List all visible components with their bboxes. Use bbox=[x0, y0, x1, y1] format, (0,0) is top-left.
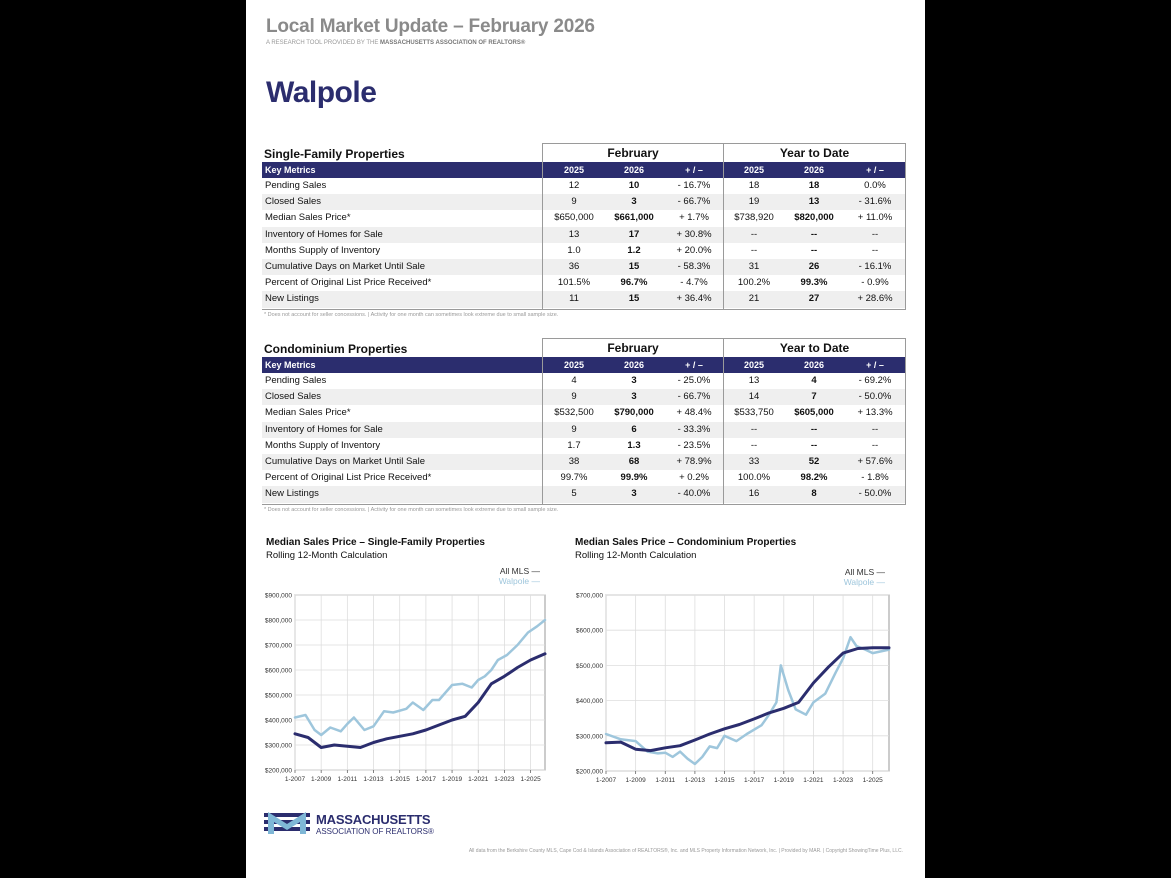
legend-label: All MLS bbox=[499, 566, 530, 576]
metric-value: $532,500 bbox=[554, 407, 594, 419]
group-header-ytd: Year to Date bbox=[723, 143, 906, 162]
table-row bbox=[262, 438, 906, 454]
y-tick-label: $600,000 bbox=[264, 667, 292, 675]
x-tick-label: 1-2009 bbox=[625, 777, 646, 784]
metric-value: -- bbox=[750, 228, 758, 240]
chart-legend-condo bbox=[785, 567, 885, 587]
logo-association: ASSOCIATION OF REALTORS® bbox=[316, 827, 434, 836]
x-tick-label: 1-2023 bbox=[832, 777, 854, 784]
metric-label: Cumulative Days on Market Until Sale bbox=[265, 455, 425, 467]
metric-value: -- bbox=[810, 423, 818, 435]
legend-entry-all-mls: All MLS — bbox=[844, 567, 885, 577]
table-row bbox=[262, 243, 906, 259]
y-tick-label: $800,000 bbox=[264, 617, 292, 625]
metric-label: Pending Sales bbox=[265, 180, 327, 191]
metric-value: - 33.3% bbox=[677, 423, 711, 435]
metric-value: 21 bbox=[748, 293, 760, 305]
metric-value: + 20.0% bbox=[676, 244, 712, 256]
y-tick-label: $300,000 bbox=[264, 742, 292, 750]
column-header: + / – bbox=[685, 360, 703, 370]
metric-value: 13 bbox=[568, 228, 580, 240]
column-divider bbox=[723, 338, 724, 505]
column-header: 2025 bbox=[563, 165, 585, 175]
metric-label: Cumulative Days on Market Until Sale bbox=[265, 260, 425, 272]
metric-value: - 0.9% bbox=[861, 277, 889, 289]
metric-value: + 78.9% bbox=[676, 455, 712, 467]
logo-name: MASSACHUSETTS bbox=[316, 812, 431, 827]
metric-value: 3 bbox=[631, 391, 637, 403]
metric-label: Closed Sales bbox=[265, 391, 321, 403]
x-tick-label: 1-2015 bbox=[389, 776, 410, 783]
table-caption: Condominium Properties bbox=[264, 342, 408, 356]
metric-value: 1.2 bbox=[627, 244, 641, 256]
y-tick-label: $400,000 bbox=[264, 717, 292, 725]
metric-value: + 30.8% bbox=[676, 228, 712, 240]
chart-single-family bbox=[246, 586, 556, 791]
metric-value: 16 bbox=[748, 488, 760, 500]
x-tick-label: 1-2007 bbox=[595, 777, 617, 784]
chart-legend-single-family bbox=[436, 566, 540, 586]
group-header-month: February bbox=[542, 338, 724, 357]
metric-value: 14 bbox=[748, 391, 760, 403]
metric-value: -- bbox=[871, 244, 879, 256]
table-row bbox=[262, 210, 906, 226]
metric-value: 99.3% bbox=[800, 277, 828, 289]
x-tick-label: 1-2007 bbox=[284, 776, 306, 783]
metric-value: - 58.3% bbox=[677, 260, 711, 272]
metric-value: 18 bbox=[808, 180, 820, 191]
y-tick-label: $900,000 bbox=[264, 592, 292, 600]
metric-value: - 69.2% bbox=[858, 375, 892, 386]
metric-value: 9 bbox=[571, 423, 577, 435]
metric-label: Closed Sales bbox=[265, 196, 321, 208]
metric-value: + 0.2% bbox=[679, 472, 709, 484]
metric-value: + 48.4% bbox=[676, 407, 712, 419]
metric-value: 26 bbox=[808, 260, 820, 272]
y-tick-label: $200,000 bbox=[575, 768, 603, 776]
metric-value: 96.7% bbox=[620, 277, 648, 289]
metric-value: 12 bbox=[568, 180, 580, 191]
column-divider bbox=[542, 338, 543, 505]
metric-value: 7 bbox=[811, 391, 817, 403]
metric-value: - 25.0% bbox=[677, 375, 711, 386]
report-title: Local Market Update – February 2026 bbox=[266, 16, 595, 37]
table-row bbox=[262, 486, 906, 502]
x-tick-label: 1-2013 bbox=[684, 777, 706, 784]
x-tick-label: 1-2021 bbox=[803, 777, 824, 784]
table-row bbox=[262, 227, 906, 243]
table-row bbox=[262, 275, 906, 291]
table-row bbox=[262, 389, 906, 405]
table-caption: Single-Family Properties bbox=[264, 147, 405, 161]
metric-value: 6 bbox=[631, 423, 637, 435]
table-row bbox=[262, 178, 906, 194]
table-body bbox=[262, 178, 906, 308]
x-tick-label: 1-2021 bbox=[468, 776, 489, 783]
metric-value: + 57.6% bbox=[857, 455, 893, 467]
metric-value: - 50.0% bbox=[858, 488, 892, 500]
metric-label: Months Supply of Inventory bbox=[265, 244, 381, 256]
x-tick-label: 1-2025 bbox=[862, 777, 883, 784]
metric-value: - 16.1% bbox=[858, 260, 892, 272]
column-header: 2026 bbox=[803, 360, 825, 370]
metric-value: 15 bbox=[628, 293, 640, 305]
metric-label: Percent of Original List Price Received* bbox=[265, 277, 432, 289]
table-body bbox=[262, 373, 906, 503]
x-tick-label: 1-2009 bbox=[311, 776, 332, 783]
metric-value: 19 bbox=[748, 196, 760, 208]
data-disclaimer: All data from the Berkshire County MLS, Cape Cod & Islands Association of REALTORS®, Inc. and MLS Property Information Network, Inc. | Provided by MAR. | Copyright ShowingTime Plus, LLC. bbox=[468, 848, 903, 854]
x-tick-label: 1-2011 bbox=[655, 777, 676, 784]
x-tick-label: 1-2019 bbox=[441, 776, 463, 783]
x-tick-label: 1-2017 bbox=[744, 777, 765, 784]
metric-value: 18 bbox=[748, 180, 760, 191]
metric-value: + 1.7% bbox=[679, 212, 709, 224]
metric-value: -- bbox=[810, 228, 818, 240]
x-tick-label: 1-2017 bbox=[415, 776, 437, 783]
metric-value: -- bbox=[871, 423, 879, 435]
legend-entry-walpole: Walpole — bbox=[843, 577, 885, 587]
metric-label: Inventory of Homes for Sale bbox=[265, 228, 383, 240]
x-tick-label: 1-2013 bbox=[363, 776, 384, 783]
column-header-row bbox=[262, 162, 906, 178]
legend-label: All MLS bbox=[844, 567, 875, 577]
metric-value: 9 bbox=[571, 196, 577, 208]
group-header-ytd: Year to Date bbox=[723, 338, 906, 357]
metric-value: -- bbox=[871, 439, 879, 451]
table-footnote: * Does not account for seller concessions. | Activity for one month can sometimes look extreme due to small sample size. bbox=[264, 312, 559, 318]
metric-value: - 16.7% bbox=[677, 180, 711, 191]
y-tick-label: $700,000 bbox=[264, 642, 292, 650]
column-divider bbox=[905, 338, 906, 505]
metric-value: 9 bbox=[571, 391, 577, 403]
metric-value: - 50.0% bbox=[858, 391, 892, 403]
column-header: + / – bbox=[866, 165, 884, 175]
chart-subtitle-single-family: Rolling 12-Month Calculation bbox=[266, 550, 388, 561]
table-row bbox=[262, 194, 906, 210]
metric-value: $605,000 bbox=[794, 407, 834, 419]
plot-area bbox=[295, 595, 545, 770]
legend-entry-walpole: Walpole — bbox=[498, 576, 540, 586]
metric-value: 15 bbox=[628, 260, 640, 272]
metric-value: -- bbox=[810, 439, 818, 451]
metric-value: 99.9% bbox=[620, 472, 648, 484]
metric-value: 3 bbox=[631, 375, 637, 386]
metric-value: - 66.7% bbox=[677, 391, 711, 403]
metric-value: $661,000 bbox=[614, 212, 654, 224]
town-name: Walpole bbox=[266, 76, 377, 109]
subtitle-org: MASSACHUSETTS ASSOCIATION OF REALTORS® bbox=[380, 40, 526, 46]
column-header: + / – bbox=[685, 165, 703, 175]
metric-value: + 36.4% bbox=[676, 293, 712, 305]
metric-value: 38 bbox=[568, 455, 580, 467]
metric-value: 100.0% bbox=[737, 472, 771, 484]
column-header-key-metrics: Key Metrics bbox=[265, 360, 316, 370]
metric-label: Inventory of Homes for Sale bbox=[265, 423, 383, 435]
column-header-key-metrics: Key Metrics bbox=[265, 165, 316, 175]
table-bottom-rule bbox=[262, 309, 906, 310]
table-row bbox=[262, 373, 906, 389]
metric-label: New Listings bbox=[265, 488, 319, 500]
metric-value: $650,000 bbox=[554, 212, 594, 224]
mar-logo bbox=[264, 810, 434, 841]
x-tick-label: 1-2015 bbox=[714, 777, 735, 784]
metric-value: 4 bbox=[571, 375, 577, 386]
condo-table bbox=[262, 338, 906, 518]
table-row bbox=[262, 291, 906, 307]
column-header-row bbox=[262, 357, 906, 373]
metric-value: $820,000 bbox=[794, 212, 834, 224]
table-footnote: * Does not account for seller concessions. | Activity for one month can sometimes look extreme due to small sample size. bbox=[264, 507, 559, 513]
metric-value: - 1.8% bbox=[861, 472, 889, 484]
y-tick-label: $500,000 bbox=[264, 692, 292, 700]
metric-value: -- bbox=[810, 244, 818, 256]
metric-value: 99.7% bbox=[560, 472, 588, 484]
chart-title-condo: Median Sales Price – Condominium Properties bbox=[575, 537, 797, 548]
metric-value: 10 bbox=[628, 180, 640, 191]
metric-value: + 11.0% bbox=[857, 212, 893, 224]
legend-entry-all-mls: All MLS — bbox=[499, 566, 540, 576]
metric-value: 68 bbox=[628, 455, 640, 467]
table-bottom-rule bbox=[262, 504, 906, 505]
column-header: 2025 bbox=[563, 360, 585, 370]
metric-label: Median Sales Price* bbox=[265, 212, 351, 224]
y-tick-label: $300,000 bbox=[575, 733, 603, 741]
metric-value: 33 bbox=[748, 455, 760, 467]
y-tick-label: $200,000 bbox=[264, 767, 292, 775]
metric-value: + 13.3% bbox=[857, 407, 893, 419]
metric-value: 36 bbox=[568, 260, 580, 272]
metric-label: Percent of Original List Price Received* bbox=[265, 472, 432, 484]
chart-subtitle-condo: Rolling 12-Month Calculation bbox=[575, 550, 697, 561]
chart-title-single-family: Median Sales Price – Single-Family Properties bbox=[266, 537, 485, 548]
column-header: 2025 bbox=[743, 360, 765, 370]
metric-value: $790,000 bbox=[614, 407, 654, 419]
metric-value: 4 bbox=[811, 375, 817, 386]
table-row bbox=[262, 470, 906, 486]
metric-value: - 23.5% bbox=[677, 439, 711, 451]
x-tick-label: 1-2019 bbox=[773, 777, 794, 784]
table-row bbox=[262, 405, 906, 421]
column-header: 2026 bbox=[803, 165, 825, 175]
legend-label: Walpole bbox=[843, 577, 875, 587]
table-row bbox=[262, 454, 906, 470]
metric-value: 98.2% bbox=[800, 472, 828, 484]
column-divider bbox=[542, 143, 543, 310]
legend-label: Walpole bbox=[498, 576, 530, 586]
report-page bbox=[246, 0, 925, 878]
metric-value: $533,750 bbox=[734, 407, 774, 419]
column-header: + / – bbox=[866, 360, 884, 370]
metric-value: 1.0 bbox=[567, 244, 581, 256]
metric-value: 13 bbox=[748, 375, 760, 386]
metric-value: 1.3 bbox=[627, 439, 641, 451]
metric-value: $738,920 bbox=[734, 212, 774, 224]
subtitle-prefix: A RESEARCH TOOL PROVIDED BY THE bbox=[266, 40, 379, 46]
column-header: 2026 bbox=[623, 165, 645, 175]
table-row bbox=[262, 422, 906, 438]
y-tick-label: $500,000 bbox=[575, 662, 603, 670]
metric-value: 31 bbox=[748, 260, 760, 272]
single-family-table bbox=[262, 143, 906, 323]
metric-label: Months Supply of Inventory bbox=[265, 439, 381, 451]
metric-value: + 28.6% bbox=[857, 293, 893, 305]
metric-value: 0.0% bbox=[864, 180, 886, 191]
column-divider bbox=[723, 143, 724, 310]
y-tick-label: $400,000 bbox=[575, 698, 603, 706]
metric-value: 3 bbox=[631, 196, 637, 208]
metric-value: 100.2% bbox=[737, 277, 771, 289]
mar-logo-mark-icon bbox=[264, 810, 310, 836]
metric-value: -- bbox=[871, 228, 879, 240]
y-tick-label: $600,000 bbox=[575, 627, 603, 635]
metric-label: Median Sales Price* bbox=[265, 407, 351, 419]
metric-value: 11 bbox=[569, 293, 579, 305]
metric-value: -- bbox=[750, 244, 758, 256]
x-tick-label: 1-2023 bbox=[494, 776, 515, 783]
metric-value: 13 bbox=[808, 196, 820, 208]
metric-value: 52 bbox=[808, 455, 820, 467]
metric-value: -- bbox=[750, 423, 758, 435]
column-divider bbox=[905, 143, 906, 310]
metric-value: - 4.7% bbox=[680, 277, 708, 289]
y-tick-label: $700,000 bbox=[575, 592, 603, 600]
metric-value: -- bbox=[750, 439, 758, 451]
metric-value: 1.7 bbox=[567, 439, 581, 451]
group-header-month: February bbox=[542, 143, 724, 162]
metric-value: 3 bbox=[631, 488, 637, 500]
x-tick-label: 1-2011 bbox=[337, 776, 358, 783]
column-header: 2025 bbox=[743, 165, 765, 175]
table-row bbox=[262, 259, 906, 275]
metric-value: 5 bbox=[571, 488, 577, 500]
metric-value: 17 bbox=[628, 228, 640, 240]
column-header: 2026 bbox=[623, 360, 645, 370]
metric-value: - 66.7% bbox=[677, 196, 711, 208]
report-subtitle bbox=[266, 40, 525, 46]
metric-value: - 40.0% bbox=[677, 488, 711, 500]
metric-label: Pending Sales bbox=[265, 375, 327, 386]
metric-value: 101.5% bbox=[557, 277, 591, 289]
x-tick-label: 1-2025 bbox=[520, 776, 541, 783]
metric-value: - 31.6% bbox=[858, 196, 892, 208]
metric-label: New Listings bbox=[265, 293, 319, 305]
plot-area bbox=[606, 595, 889, 771]
chart-condo bbox=[546, 586, 896, 791]
metric-value: 8 bbox=[811, 488, 817, 500]
metric-value: 27 bbox=[808, 293, 820, 305]
